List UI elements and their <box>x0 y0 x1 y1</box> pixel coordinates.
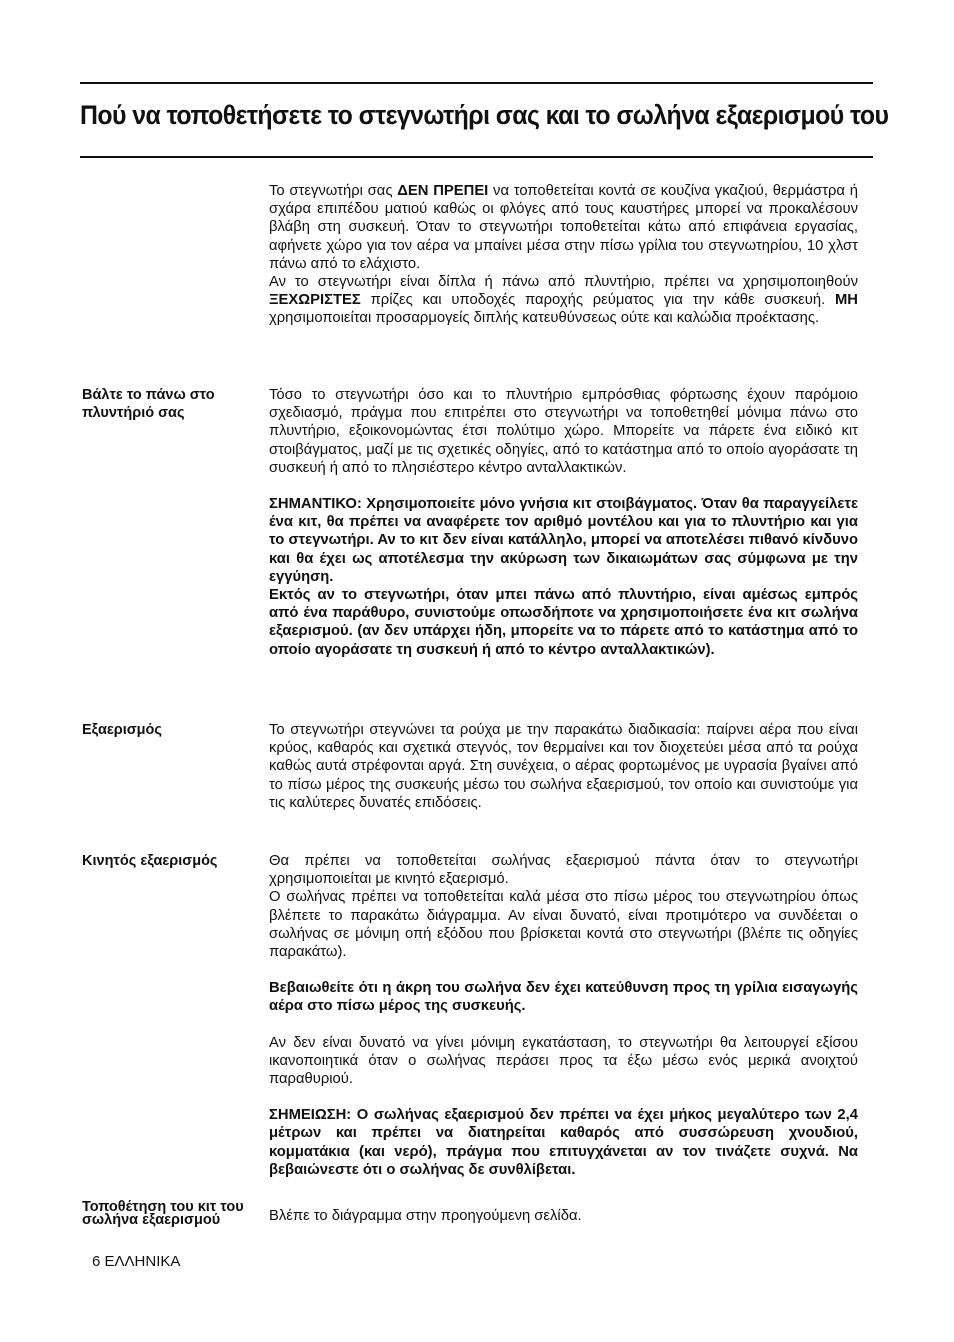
intro-text: να τοποθετείται κοντά σε κουζίνα γκαζιού, θερμάστρα ή σχάρα επιπέδου ματιού καθώς οι φλόγες από τους καυστήρες μπορεί να προκαλέσουν βλάβη στη συσκευή. Όταν το στεγνωτήρι τοποθετείται κάτω από επιφάνεια εργασίας, αφήνετε χώρο για τον αέρα να μπαίνει μέσα στην πίσω γρίλια του στεγνωτηρίου, 10 χλστ πάνω από το ελάχιστο. <box>269 183 858 272</box>
stack-important-1: ΣΗΜΑΝΤΙΚΟ: Χρησιμοποιείτε μόνο γνήσια κιτ στοιβάγματος. Όταν θα παραγγείλετε ένα κιτ, θα πρέπει να αναφέρετε τον αριθμό μοντέλου και για το πλυντήριο και για το στεγνωτήρι. Αν το κιτ δεν είναι κατάλληλο, μπορεί να αποτελέσει πιθανό κίνδυνο και θα έχει ως αποτέλεσμα την ακύρωση των δικαιωμάτων σας σύμφωνα με την εγγύηση. <box>269 496 858 585</box>
venting-paragraph: Το στεγνωτήρι στεγνώνει τα ρούχα με την παρακάτω διαδικασία: παίρνει αέρα που είναι κρύος, καθαρός και σχετικά στεγνός, τον θερμαίνει και τον διοχετεύει μέσα από τα ρούχα καθώς αυτά στρέφονται αργά. Στη συνέχεια, ο αέρας φορτωμένος με υγρασία βγαίνει από το πίσω μέρος της συσκευής μέσω του σωλήνα εξαερισμού, τον οποίο και συνιστούμε για τις καλύτερες δυνατές επιδόσεις. <box>269 722 858 811</box>
mobile-venting-heading: Κινητός εξαερισμός <box>82 853 218 869</box>
title-underline-rule <box>80 156 873 158</box>
venting-section <box>269 721 858 812</box>
venting-heading: Εξαερισμός <box>82 722 162 738</box>
must-not-emphasis: ΔΕΝ ΠΡΕΠΕΙ <box>397 183 489 199</box>
intro-text: χρησιμοποιείται προσαρμογείς διπλής κατευθύνσεως ούτε και καλώδια προέκτασης. <box>269 310 820 327</box>
installation-heading: Τοποθέτηση του κιτ του σωλήνα εξαερισμού <box>82 1199 244 1228</box>
separate-emphasis: ΞΕΧΩΡΙΣΤΕΣ <box>269 292 361 309</box>
stack-section <box>269 386 858 659</box>
stack-important-2: Εκτός αν το στεγνωτήρι, όταν μπει πάνω από πλυντήριο, είναι αμέσως εμπρός από ένα παράθυρο, συνιστούμε οπωσδήποτε να χρησιμοποιήσετε ένα κιτ σωλήνα εξαερισμού. (αν δεν υπάρχει ήδη, μπορείτε να το πάρετε από το κατάστημα από το οποίο αγοράσατε τη συσκευή ή από το κέντρο ανταλλακτικών). <box>269 587 858 658</box>
stack-heading: Βάλτε το πάνω στο πλυντήριό σας <box>82 387 215 421</box>
intro-text: πρίζες και υποδοχές παροχής ρεύματος για την κάθε συσκευή. <box>360 292 835 309</box>
do-not-emphasis: ΜΗ <box>834 292 858 309</box>
intro-paragraph-2 <box>269 273 858 328</box>
mobile-paragraph-1: Θα πρέπει να τοποθετείται σωλήνας εξαερισμού πάντα όταν το στεγνωτήρι χρησιμοποιείται με κινητό εξαερισμό. <box>269 853 858 888</box>
page-title: Πού να τοποθετήσετε το στεγνωτήρι σας και το σωλήνα εξαερισμού του <box>80 100 889 130</box>
intro-section <box>269 182 858 328</box>
mobile-venting-section <box>269 852 858 1179</box>
intro-text: Αν το στεγνωτήρι είναι δίπλα ή πάνω από πλυντήριο, πρέπει να χρησιμοποιηθούν <box>269 274 858 291</box>
mobile-paragraph-3: Αν δεν είναι δυνατό να γίνει μόνιμη εγκατάσταση, το στεγνωτήρι θα λειτουργεί εξίσου ικανοποιητικά όταν ο σωλήνας περάσει προς τα έξω μέσω ενός μερικά ανοιχτού παραθυριού. <box>269 1034 858 1088</box>
mobile-warning: Βεβαιωθείτε ότι η άκρη του σωλήνα δεν έχει κατεύθυνση προς τη γρίλια εισαγωγής αέρα στο πίσω μέρος της συσκευής. <box>269 980 858 1015</box>
mobile-paragraph-2: Ο σωλήνας πρέπει να τοποθετείται καλά μέσα στο πίσω μέρος του στεγνωτηρίου όπως βλέπετε το παρακάτω διάγραμμα. Αν είναι δυνατό, είναι προτιμότερο να συνδέεται ο σωλήνας σε μόνιμη οπή εξόδου που βρίσκεται κοντά στο στεγνωτήρι (βλέπε τις οδηγίες παρακάτω). <box>269 889 858 961</box>
intro-text: Το στεγνωτήρι σας <box>269 183 398 199</box>
intro-paragraph-1 <box>269 182 858 273</box>
installation-paragraph: Βλέπε το διάγραμμα στην προηγούμενη σελίδα. <box>269 1208 582 1224</box>
page-footer: 6 ΕΛΛΗΝΙΚΑ <box>92 1253 181 1270</box>
stack-paragraph: Τόσο το στεγνωτήρι όσο και το πλυντήριο εμπρόσθιας φόρτωσης έχουν παρόμοιο σχεδιασμό, πράγμα που επιτρέπει στο στεγνωτήρι να τοποθετηθεί μόνιμα πάνω στο πλυντήριο, εξοικονομώντας έτσι πολύτιμο χώρο. Μπορείτε να πάρετε ένα ειδικό κιτ στοιβάγματος, μαζί με τις σχετικές οδηγίες, από το κατάστημα από το οποίο αγοράσατε τη συσκευή ή από το πλησιέστερο κέντρο ανταλλακτικών. <box>269 387 858 476</box>
mobile-note: ΣΗΜΕΙΩΣΗ: Ο σωλήνας εξαερισμού δεν πρέπει να έχει μήκος μεγαλύτερο των 2,4 μέτρων και πρέπει να διατηρείται καθαρός από συσσώρευση χνουδιού, κομματάκια (και νερό), πράγμα που επιτυγχάνεται αν τον τινάζετε συχνά. Να βεβαιώνεστε ότι ο σωλήνας δε συνθλίβεται. <box>269 1107 858 1178</box>
top-rule <box>80 82 873 84</box>
